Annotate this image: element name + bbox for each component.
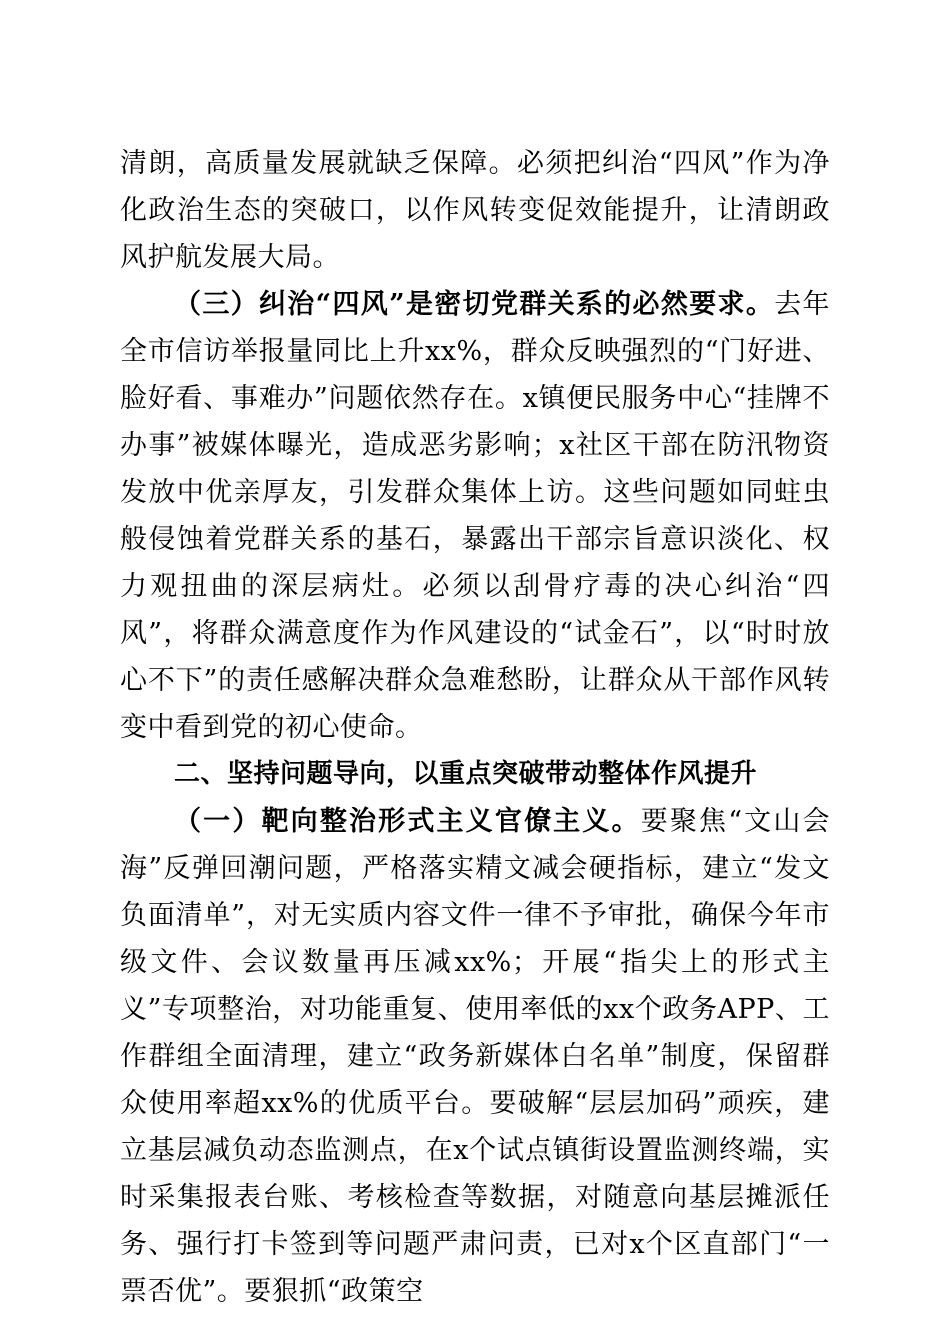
paragraph-subsection-3 — [120, 281, 830, 751]
paragraph-continuation — [120, 140, 830, 281]
paragraph-text: 清朗，高质量发展就缺乏保障。必须把纠治“四风”作为净化政治生态的突破口，以作风转变促效能提升，让清朗政风护航发展大局。 — [120, 148, 830, 273]
paragraph-text: 要聚焦“文山会海”反弹回潮问题，严格落实精文减会硬指标，建立“发文负面清单”，对无实质内容文件一律不予审批，确保今年市级文件、会议数量再压减xx%；开展“指尖上的形式主义”专项整治，对功能重复、使用率低的xx个政务APP、工作群组全面清理，建立“政务新媒体白名单”制度，保留群众使用率超xx%的优质平台。要破解“层层加码”顽疾，建立基层减负动态监测点，在x个试点镇街设置监测终端，实时采集报表台账、考核检查等数据，对随意向基层摊派任务、强行打卡签到等问题严肃问责，已对x个区直部门“一票否优”。要狠抓“政策空 — [120, 806, 830, 1307]
subsection-title: （三）纠治“四风”是密切党群关系的必然要求。 — [174, 289, 775, 320]
subsection-title: （一）靶向整治形式主义官僚主义。 — [174, 806, 641, 837]
paragraph-text: 去年全市信访举报量同比上升xx%，群众反映强烈的“门好进、脸好看、事难办”问题依然存在。x镇便民服务中心“挂牌不办事”被媒体曝光，造成恶劣影响；x社区干部在防汛物资发放中优亲厚友，引发群众集体上访。这些问题如同蛀虫般侵蚀着党群关系的基石，暴露出干部宗旨意识淡化、权力观扭曲的深层病灶。必须以刮骨疗毒的决心纠治“四风”，将群众满意度作为作风建设的“试金石”，以“时时放心不下”的责任感解决群众急难愁盼，让群众从干部作风转变中看到党的初心使命。 — [120, 289, 831, 743]
section-heading-2: 二、坚持问题导向，以重点突破带动整体作风提升 — [174, 759, 758, 789]
document-body — [120, 140, 830, 1315]
paragraph-subsection-1 — [120, 798, 830, 1315]
